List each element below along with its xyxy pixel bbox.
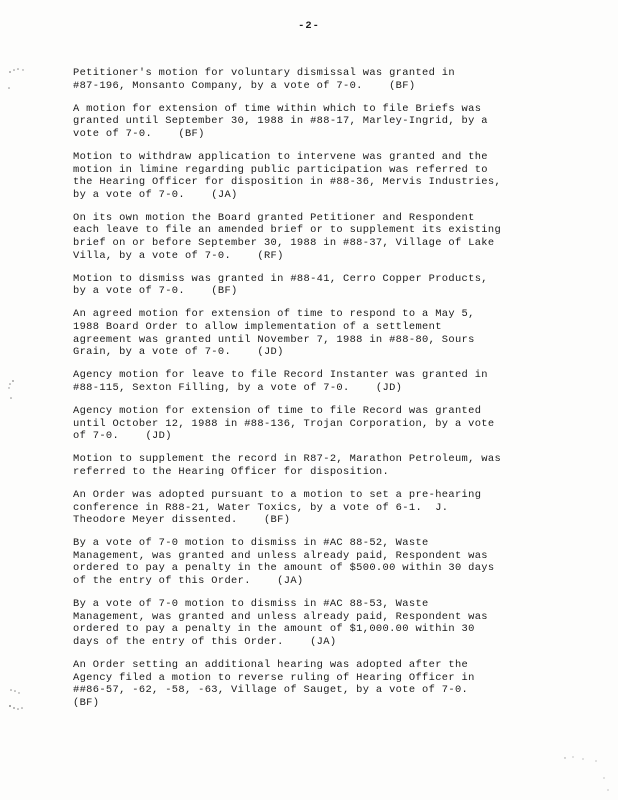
text-line: Agency motion for extension of time to file Record was granted: [73, 404, 482, 417]
text-line: By a vote of 7-0 motion to dismiss in #AC 88-52, Waste: [73, 537, 429, 550]
text-line: #87-196, Monsanto Company, by a vote of 7-0. (BF): [73, 79, 416, 92]
order-paragraph: [73, 489, 543, 527]
text-line: referred to the Hearing Officer for disposition.: [73, 465, 390, 478]
text-line: Petitioner's motion for voluntary dismissal was granted in: [73, 67, 455, 79]
text-line: Grain, by a vote of 7-0. (JD): [73, 346, 284, 359]
order-paragraph: [73, 151, 543, 201]
text-line: Villa, by a vote of 7-0. (RF): [73, 249, 284, 262]
order-paragraph: [73, 67, 543, 92]
text-line: by a vote of 7-0. (JA): [73, 188, 238, 201]
punch-hole-mark-bottom: [9, 689, 23, 710]
page-number: -2-: [298, 20, 320, 32]
document-body: [73, 67, 543, 720]
text-line: by a vote of 7-0. (BF): [73, 285, 238, 298]
order-paragraph: [73, 212, 543, 262]
order-paragraph: [73, 103, 543, 141]
text-line: On its own motion the Board granted Petitioner and Respondent: [73, 211, 475, 224]
text-line: By a vote of 7-0 motion to dismiss in #AC 88-53, Waste: [73, 598, 429, 611]
text-line: days of the entry of this Order. (JA): [73, 635, 337, 648]
text-line: brief on or before September 30, 1988 in #88-37, Village of Lake: [73, 237, 495, 250]
text-line: Motion to withdraw application to intervene was granted and the: [73, 150, 488, 163]
text-line: ordered to pay a penalty in the amount of $1,000.00 within 30: [73, 623, 475, 636]
scan-specks: [564, 756, 608, 790]
text-line: Motion to supplement the record in R87-2, Marathon Petroleum, was: [73, 453, 502, 466]
text-line: ordered to pay a penalty in the amount of $500.00 within 30 days: [73, 562, 495, 575]
text-line: ##86-57, -62, -58, -63, Village of Sauget, by a vote of 7-0.: [73, 684, 469, 697]
text-line: A motion for extension of time within which to file Briefs was: [73, 102, 482, 115]
text-line: agreement was granted until November 7, 1988 in #88-80, Sours: [73, 333, 475, 346]
text-line: granted until September 30, 1988 in #88-17, Marley-Ingrid, by a: [73, 115, 488, 128]
text-line: vote of 7-0. (BF): [73, 127, 205, 140]
punch-hole-mark-middle: [8, 380, 14, 399]
text-line: (BF): [73, 696, 100, 709]
text-line: Management, was granted and unless already paid, Respondent was: [73, 610, 488, 623]
text-line: 1988 Board Order to allow implementation of a settlement: [73, 321, 442, 333]
text-line: each leave to file an amended brief or to supplement its existing: [73, 224, 502, 237]
text-line: conference in R88-21, Water Toxics, by a vote of 6-1. J.: [73, 501, 449, 514]
order-paragraph: [73, 659, 543, 709]
text-line: An Order setting an additional hearing was adopted after the: [73, 658, 469, 671]
text-line: An Order was adopted pursuant to a motion to set a pre-hearing: [73, 488, 482, 501]
order-paragraph: [73, 598, 543, 648]
text-line: Agency motion for leave to file Record Instanter was granted in: [73, 369, 488, 382]
text-line: Motion to dismiss was granted in #88-41, Cerro Copper Products,: [73, 272, 488, 285]
order-paragraph: [73, 405, 543, 443]
punch-hole-mark-top: [8, 68, 23, 89]
text-line: Agency filed a motion to reverse ruling of Hearing Officer in: [73, 671, 475, 684]
order-paragraph: [73, 453, 543, 478]
text-line: Theodore Meyer dissented. (BF): [73, 514, 291, 527]
text-line: motion in limine regarding public participation was referred to: [73, 163, 488, 176]
order-paragraph: [73, 537, 543, 587]
text-line: Management, was granted and unless already paid, Respondent was: [73, 549, 488, 562]
order-paragraph: [73, 308, 543, 358]
order-paragraph: [73, 273, 543, 298]
text-line: #88-115, Sexton Filling, by a vote of 7-0. (JD): [73, 381, 403, 394]
text-line: the Hearing Officer for disposition in #88-36, Mervis Industries,: [73, 176, 502, 189]
order-paragraph: [73, 369, 543, 394]
text-line: of 7-0. (JD): [73, 430, 172, 443]
text-line: of the entry of this Order. (JA): [73, 575, 304, 587]
text-line: An agreed motion for extension of time to respond to a May 5,: [73, 308, 475, 321]
text-line: until October 12, 1988 in #88-136, Trojan Corporation, by a vote: [73, 417, 495, 430]
